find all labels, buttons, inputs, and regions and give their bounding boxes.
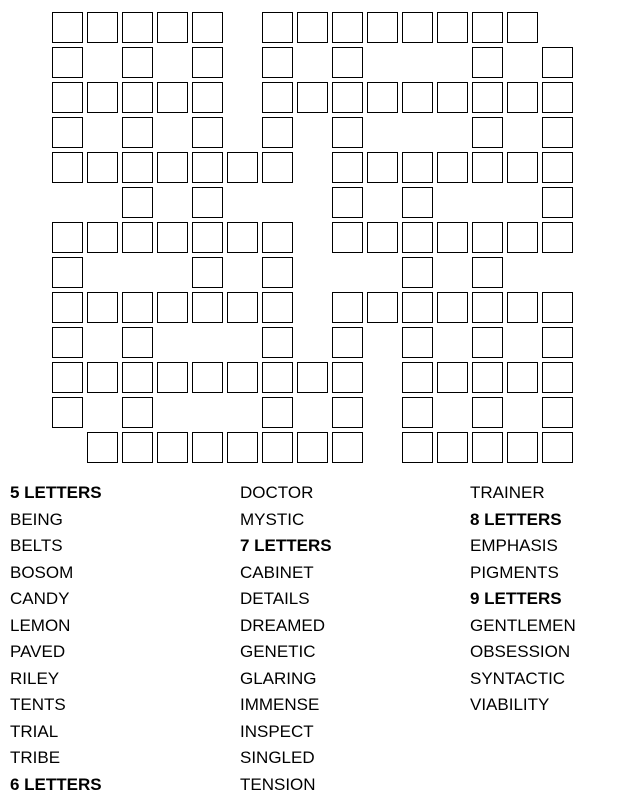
grid-cell[interactable] (472, 292, 503, 323)
word-length-header: 5 LETTERS (10, 483, 102, 502)
grid-cell[interactable] (472, 82, 503, 113)
grid-cell[interactable] (262, 257, 293, 288)
grid-cell[interactable] (122, 47, 153, 78)
grid-cell[interactable] (437, 152, 468, 183)
grid-cell[interactable] (122, 327, 153, 358)
word-list-item: IMMENSE (240, 695, 320, 714)
word-list-item: TRAINER (470, 483, 545, 502)
grid-cell[interactable] (402, 257, 433, 288)
grid-cell[interactable] (227, 152, 258, 183)
grid-cell[interactable] (122, 12, 153, 43)
grid-cell[interactable] (192, 152, 223, 183)
grid-cell[interactable] (332, 187, 363, 218)
grid-cell[interactable] (332, 47, 363, 78)
grid-cell[interactable] (52, 397, 83, 428)
grid-cell[interactable] (52, 327, 83, 358)
grid-cell[interactable] (52, 117, 83, 148)
grid-cell[interactable] (87, 362, 118, 393)
grid-cell[interactable] (157, 292, 188, 323)
grid-cell[interactable] (507, 292, 538, 323)
grid-cell[interactable] (227, 222, 258, 253)
grid-cell[interactable] (262, 432, 293, 463)
grid-cell[interactable] (402, 292, 433, 323)
grid-cell[interactable] (402, 327, 433, 358)
grid-cell[interactable] (437, 432, 468, 463)
grid-cell[interactable] (227, 362, 258, 393)
grid-cell[interactable] (157, 222, 188, 253)
grid-cell[interactable] (297, 12, 328, 43)
grid-cell[interactable] (192, 47, 223, 78)
word-list-item: GENETIC (240, 642, 316, 661)
grid-cell[interactable] (402, 187, 433, 218)
grid-cell[interactable] (437, 82, 468, 113)
grid-cell[interactable] (192, 432, 223, 463)
grid-cell[interactable] (507, 432, 538, 463)
grid-cell[interactable] (192, 257, 223, 288)
grid-cell[interactable] (332, 222, 363, 253)
grid-cell[interactable] (297, 362, 328, 393)
grid-cell[interactable] (192, 12, 223, 43)
grid-cell[interactable] (507, 82, 538, 113)
grid-cell[interactable] (87, 82, 118, 113)
grid-cell[interactable] (402, 222, 433, 253)
grid-cell[interactable] (472, 152, 503, 183)
grid-cell[interactable] (332, 432, 363, 463)
grid-cell[interactable] (192, 187, 223, 218)
grid-cell[interactable] (437, 12, 468, 43)
word-length-header: 6 LETTERS (10, 774, 102, 794)
word-list-item: TENSION (240, 774, 316, 794)
grid-cell[interactable] (122, 187, 153, 218)
grid-cell[interactable] (332, 292, 363, 323)
word-list-item: TRIAL (10, 721, 59, 741)
grid-cell[interactable] (157, 82, 188, 113)
grid-cell[interactable] (262, 292, 293, 323)
grid-cell[interactable] (402, 82, 433, 113)
grid-cell[interactable] (122, 362, 153, 393)
grid-cell[interactable] (332, 152, 363, 183)
word-list-column-2 (240, 483, 440, 801)
grid-cell[interactable] (122, 152, 153, 183)
grid-cell[interactable] (472, 257, 503, 288)
word-list-item: TRIBE (10, 748, 61, 767)
grid-cell[interactable] (52, 257, 83, 288)
word-length-header: 9 LETTERS (470, 589, 562, 608)
grid-cell[interactable] (297, 82, 328, 113)
grid-cell[interactable] (542, 82, 573, 113)
grid-cell[interactable] (332, 12, 363, 43)
word-list-item: OBSESSION (470, 642, 571, 661)
grid-cell[interactable] (472, 327, 503, 358)
grid-cell[interactable] (507, 152, 538, 183)
grid-cell[interactable] (332, 397, 363, 428)
grid-cell[interactable] (402, 397, 433, 428)
grid-cell[interactable] (332, 327, 363, 358)
grid-cell[interactable] (157, 362, 188, 393)
grid-cell[interactable] (227, 292, 258, 323)
grid-cell[interactable] (437, 292, 468, 323)
grid-cell[interactable] (472, 222, 503, 253)
grid-cell[interactable] (472, 362, 503, 393)
grid-cell[interactable] (157, 152, 188, 183)
word-list-item: RILEY (10, 668, 60, 688)
grid-cell[interactable] (192, 292, 223, 323)
word-list-item: SYNTACTIC (470, 668, 566, 688)
grid-cell[interactable] (87, 12, 118, 43)
word-list-item: MYSTIC (240, 509, 305, 529)
grid-cell[interactable] (367, 82, 398, 113)
word-list-item: PIGMENTS (470, 562, 559, 582)
word-list-item: CANDY (10, 589, 70, 608)
grid-cell[interactable] (472, 12, 503, 43)
grid-cell[interactable] (192, 362, 223, 393)
grid-cell[interactable] (122, 82, 153, 113)
word-list-item: BEING (10, 509, 63, 529)
word-list-item: VIABILITY (470, 695, 550, 714)
grid-cell[interactable] (542, 152, 573, 183)
grid-cell[interactable] (192, 222, 223, 253)
grid-cell[interactable] (542, 397, 573, 428)
grid-cell[interactable] (402, 362, 433, 393)
word-length-header: 8 LETTERS (470, 509, 562, 529)
word-list-item: DREAMED (240, 615, 326, 635)
grid-cell[interactable] (542, 432, 573, 463)
grid-cell[interactable] (87, 152, 118, 183)
grid-cell[interactable] (192, 82, 223, 113)
grid-cell[interactable] (262, 397, 293, 428)
grid-cell[interactable] (52, 82, 83, 113)
word-list-item: LEMON (10, 615, 71, 635)
grid-cell[interactable] (52, 292, 83, 323)
grid-cell[interactable] (52, 152, 83, 183)
grid-cell[interactable] (262, 327, 293, 358)
grid-cell[interactable] (367, 12, 398, 43)
grid-cell[interactable] (437, 222, 468, 253)
grid-cell[interactable] (367, 222, 398, 253)
word-list-item: EMPHASIS (470, 536, 558, 555)
grid-cell[interactable] (262, 222, 293, 253)
grid-cell[interactable] (122, 397, 153, 428)
word-list-column-1 (10, 483, 210, 801)
grid-cell[interactable] (192, 117, 223, 148)
word-list-item: BOSOM (10, 562, 74, 582)
grid-cell[interactable] (297, 432, 328, 463)
grid-cell[interactable] (542, 222, 573, 253)
word-list-item: CABINET (240, 562, 314, 582)
grid-cell[interactable] (332, 82, 363, 113)
word-length-header: 7 LETTERS (240, 536, 332, 555)
grid-cell[interactable] (542, 362, 573, 393)
grid-cell[interactable] (507, 222, 538, 253)
grid-cell[interactable] (52, 47, 83, 78)
word-list-column-3 (470, 483, 622, 722)
word-list-item: DOCTOR (240, 483, 314, 502)
grid-cell[interactable] (507, 12, 538, 43)
grid-cell[interactable] (542, 292, 573, 323)
grid-cell[interactable] (87, 432, 118, 463)
grid-cell[interactable] (542, 47, 573, 78)
grid-cell[interactable] (437, 362, 468, 393)
word-list-item: SINGLED (240, 748, 315, 767)
grid-cell[interactable] (542, 327, 573, 358)
grid-cell[interactable] (87, 292, 118, 323)
grid-cell[interactable] (122, 432, 153, 463)
word-list-item: GENTLEMEN (470, 615, 576, 635)
grid-cell[interactable] (262, 82, 293, 113)
grid-cell[interactable] (367, 152, 398, 183)
grid-cell[interactable] (542, 187, 573, 218)
word-list-item: PAVED (10, 642, 66, 661)
grid-cell[interactable] (157, 12, 188, 43)
grid-cell[interactable] (52, 222, 83, 253)
grid-cell[interactable] (52, 362, 83, 393)
grid-cell[interactable] (262, 47, 293, 78)
grid-cell[interactable] (542, 117, 573, 148)
grid-cell[interactable] (87, 222, 118, 253)
grid-cell[interactable] (122, 117, 153, 148)
grid-cell[interactable] (332, 117, 363, 148)
grid-cell[interactable] (402, 432, 433, 463)
grid-cell[interactable] (262, 362, 293, 393)
grid-cell[interactable] (402, 152, 433, 183)
grid-cell[interactable] (472, 117, 503, 148)
word-list-item: INSPECT (240, 721, 314, 741)
grid-cell[interactable] (472, 47, 503, 78)
grid-cell[interactable] (402, 12, 433, 43)
grid-cell[interactable] (262, 152, 293, 183)
word-list-item: BELTS (10, 536, 63, 555)
grid-cell[interactable] (472, 432, 503, 463)
grid-cell[interactable] (122, 292, 153, 323)
word-list-item: DETAILS (240, 589, 310, 608)
grid-cell[interactable] (262, 117, 293, 148)
grid-cell[interactable] (157, 432, 188, 463)
grid-cell[interactable] (122, 222, 153, 253)
grid-cell[interactable] (227, 432, 258, 463)
grid-cell[interactable] (262, 12, 293, 43)
grid-cell[interactable] (332, 362, 363, 393)
word-list-item: GLARING (240, 668, 317, 688)
word-list-item: TENTS (10, 695, 66, 714)
grid-cell[interactable] (367, 292, 398, 323)
grid-cell[interactable] (507, 362, 538, 393)
grid-cell[interactable] (52, 12, 83, 43)
grid-cell[interactable] (472, 397, 503, 428)
